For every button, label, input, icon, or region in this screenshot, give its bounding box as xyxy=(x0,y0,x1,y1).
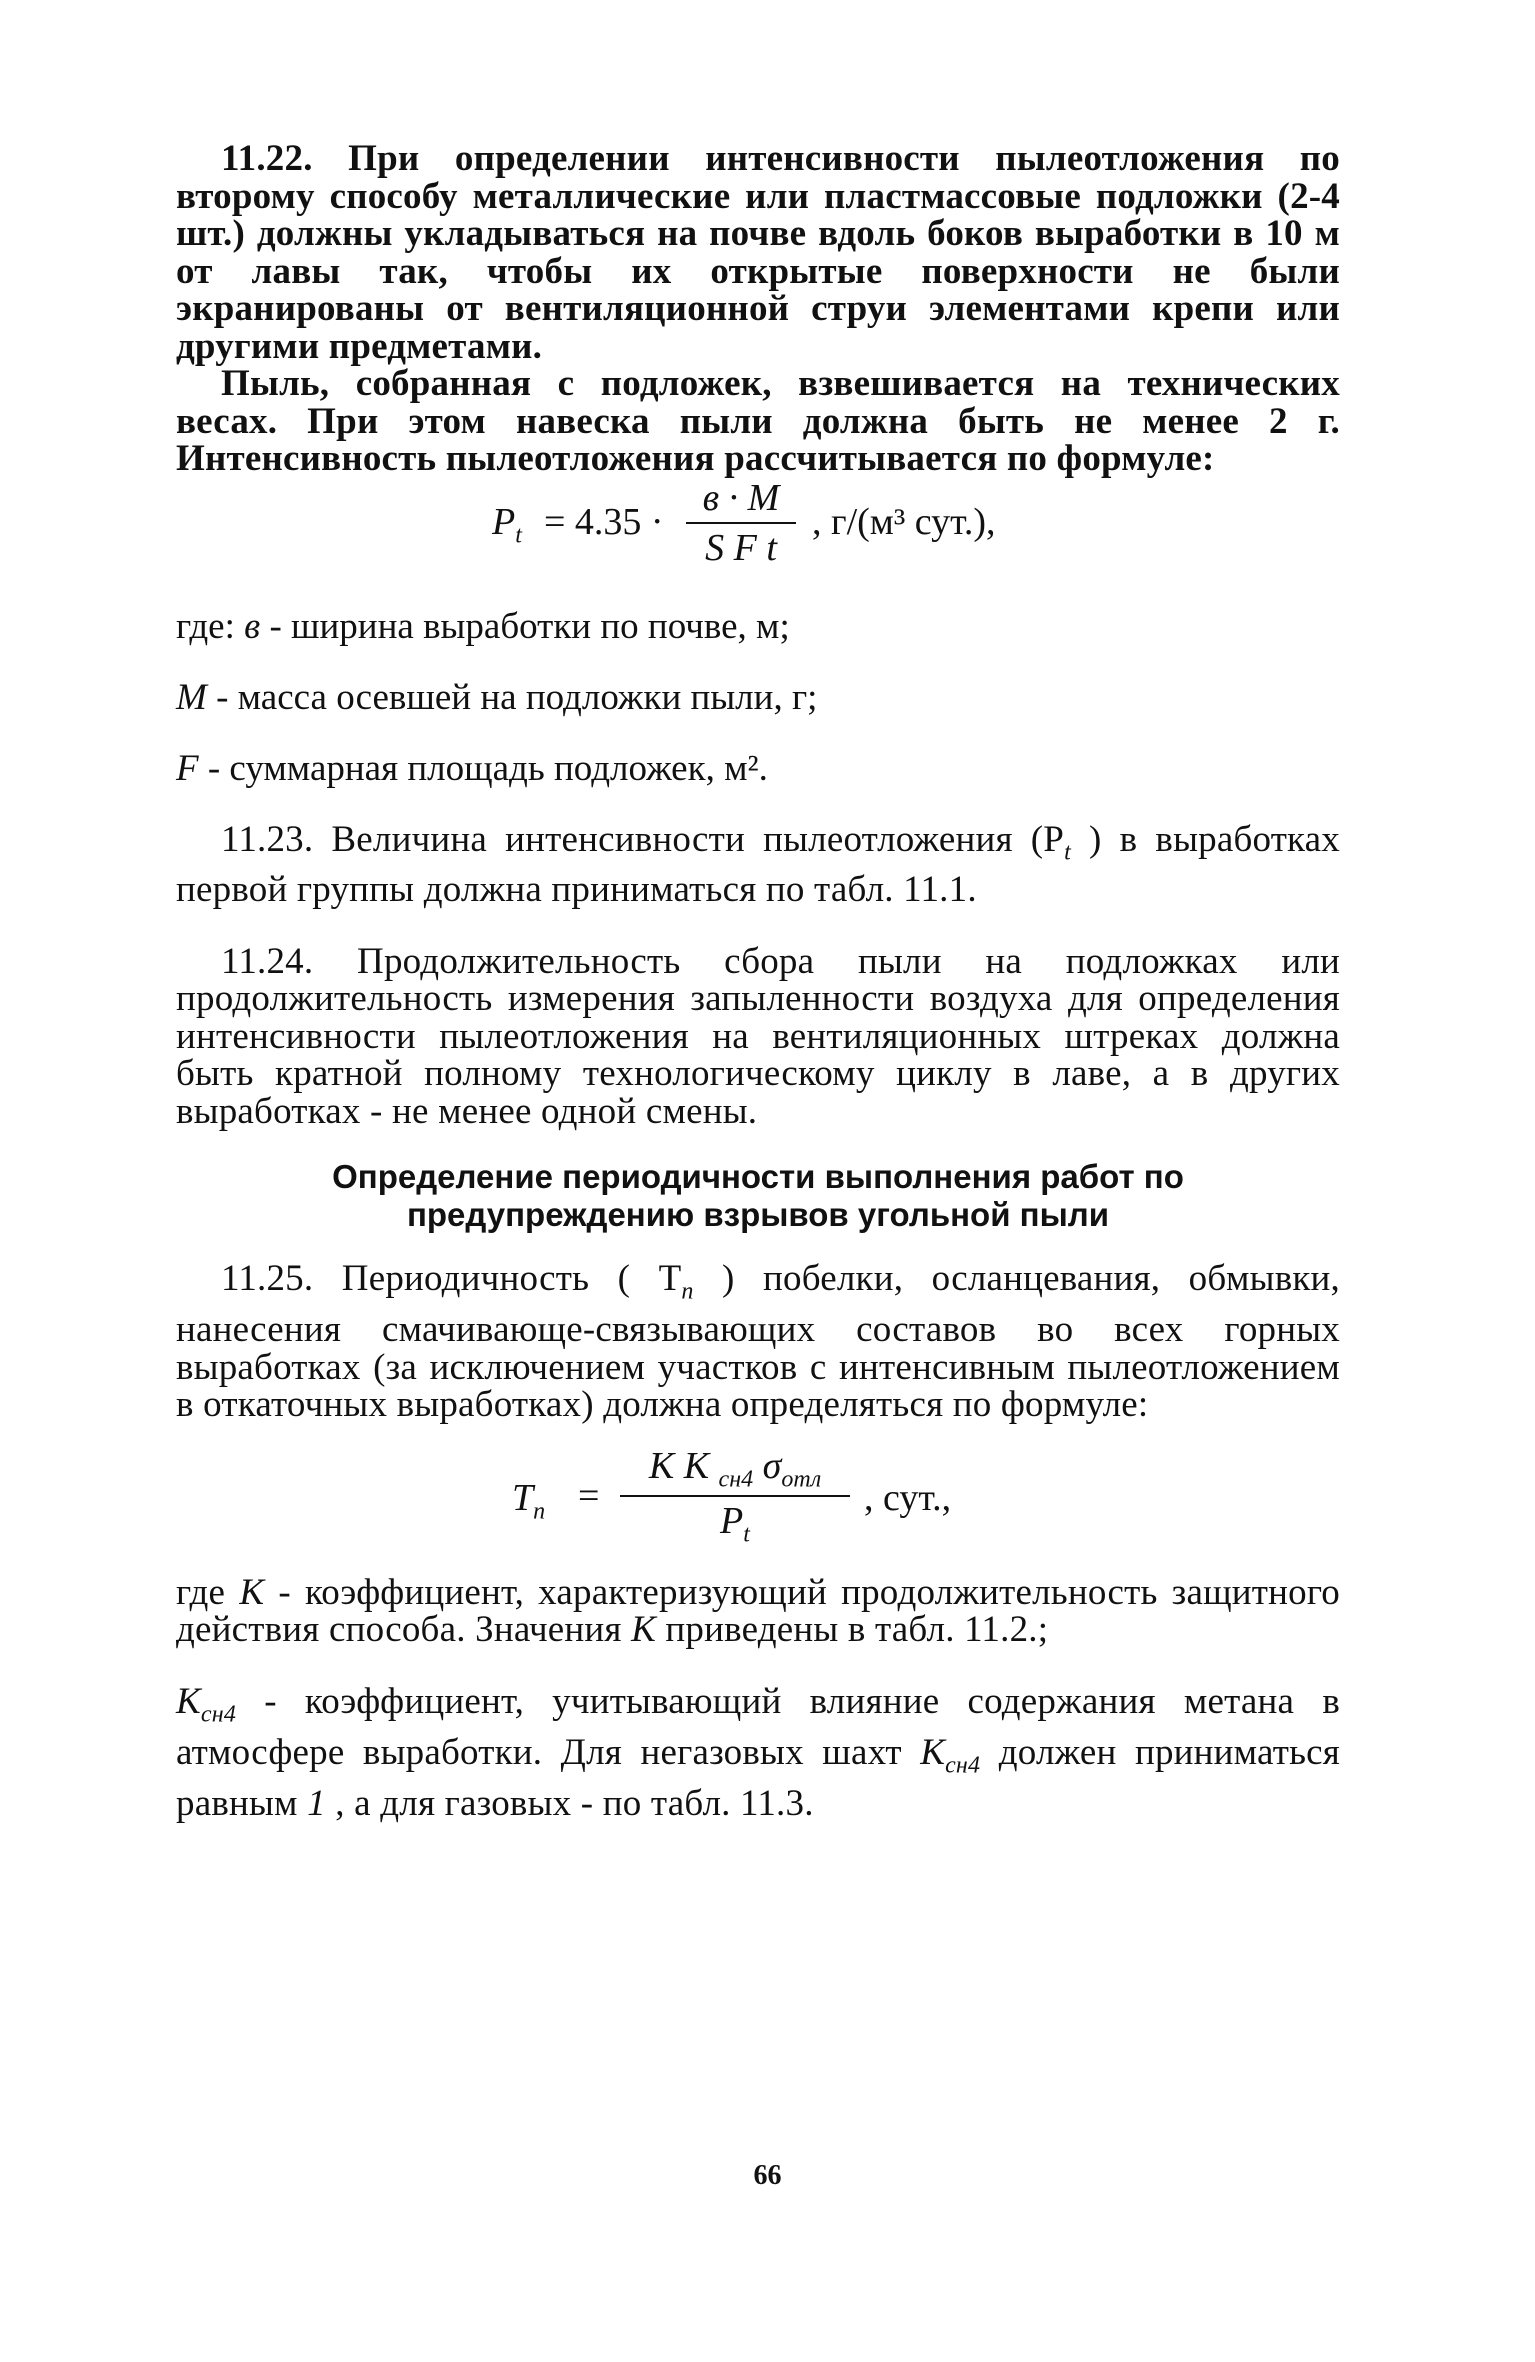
formula1-lhs: $P_t$ xyxy=(492,500,522,549)
formula2-denominator: $P_t$ xyxy=(720,1500,750,1548)
formula-periodicity xyxy=(176,1436,1340,1566)
heading-line-1: Определение периодичности выполнения работ по xyxy=(332,1158,1184,1196)
paragraph-11-22: 11.22. При определении интенсивности пылеотложения по второму способу металлические или пластмассовые подложки (2-4 шт.) должны укладываться на почве вдоль боков выработки в 10 м от лавы так, чтобы их открытые поверхности не были экранированы от вентиляционной струи элементами крепи или другими предметами. xyxy=(176,138,1340,367)
paragraph-11-23: 11.23. Величина интенсивности пылеотложения ($P_t$ ) в выработках первой группы должна приниматься по табл. 11.1. xyxy=(176,818,1340,911)
paragraph-11-22-continued: Пыль, собранная с подложек, взвешивается на технических весах. При этом навеска пыли должна быть не менее 2 г. Интенсивность пылеотложения рассчитывается по формуле: xyxy=(176,363,1340,479)
paragraph-11-24: 11.24. Продолжительность сбора пыли на подложках или продолжительность измерения запыленности воздуха для определения интенсивности пылеотложения на вентиляционных штреках должна быть кратной полному технологическому циклу в лаве, а в других выработках - не менее одной смены. xyxy=(176,940,1340,1132)
formula1-fraction xyxy=(686,476,796,570)
formula2-numerator: K K $_{сн4}$ $\sigma_{отл}$ xyxy=(648,1444,822,1493)
definition-k-ch4: $K_{сн4}$ - коэффициент, учитывающий влияние содержания метана в атмосфере выработки. Для негазовых шахт $K_{сн4}$ должен приниматься равным 1 , а для газовых - по табл. 11.3. xyxy=(176,1680,1340,1824)
heading-line-2: предупреждению взрывов угольной пыли xyxy=(406,1196,1110,1234)
definitions-formula1 xyxy=(176,605,1340,789)
formula2-fraction xyxy=(620,1444,850,1549)
formula1-coefficient: = 4.35 · xyxy=(544,500,664,543)
fraction-bar xyxy=(620,1495,850,1497)
page-number: 66 xyxy=(753,2160,782,2191)
formula2-equals: = xyxy=(578,1474,600,1517)
formula1-numerator: в · M xyxy=(702,476,780,519)
formula1-denominator: S F t xyxy=(705,526,777,569)
definition-area: F - суммарная площадь подложек, м². xyxy=(176,747,768,789)
formula2-unit: , сут., xyxy=(864,1476,952,1519)
section-heading xyxy=(176,1158,1340,1234)
page-body xyxy=(176,140,1340,1822)
formula2-lhs: $T_n$ xyxy=(512,1476,546,1525)
definition-mass: M - масса осевшей на подложки пыли, г; xyxy=(176,676,818,718)
fraction-bar xyxy=(686,522,796,524)
formula1-unit: , г/(м³ сут.), xyxy=(812,500,996,543)
definition-k: где K - коэффициент, характеризующий продолжительность защитного действия способа. Значения K приведены в табл. 11.2.; xyxy=(176,1571,1340,1651)
formula-dust-deposition xyxy=(176,478,1340,598)
definition-width: где: в - ширина выработки по почве, м; xyxy=(176,605,790,647)
paragraph-11-25: 11.25. Периодичность ( $T_n$ ) побелки, осланцевания, обмывки, нанесения смачивающе-связывающих составов во всех горных выработках (за исключением участков с интенсивным пылеотложением в откаточных выработках) должна определяться по формуле: xyxy=(176,1258,1341,1426)
